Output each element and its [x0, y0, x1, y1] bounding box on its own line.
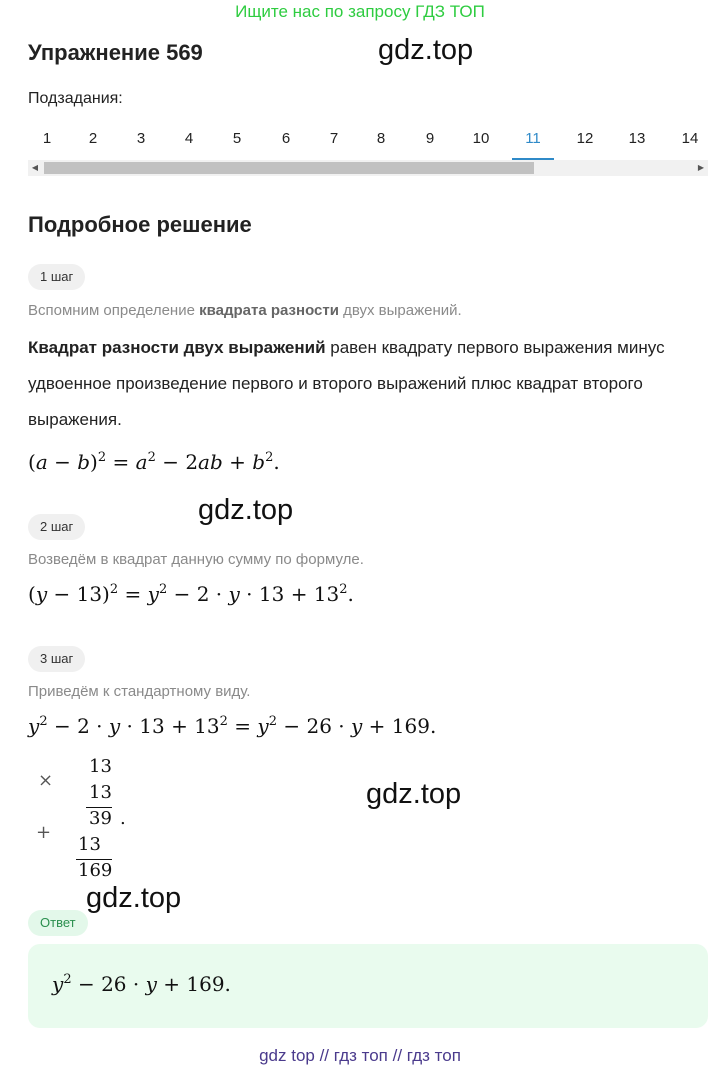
times-sign: × [38, 770, 54, 791]
definition-text: Квадрат разности двух выражений равен квадрату первого выражения минус удвоенное произведение первого и второго выражений плюс квадрат второго выражения. [28, 338, 665, 429]
tabs-scrollbar[interactable] [28, 160, 708, 176]
step-badge: 3 шаг [28, 646, 85, 672]
subtask-tab-1[interactable]: 1 [42, 130, 52, 147]
watermark: gdz.top [86, 882, 182, 914]
watermark: gdz.top [366, 778, 462, 810]
step-hint: Возведём в квадрат данную сумму по формуле. [28, 551, 364, 568]
answer-badge: Ответ [28, 910, 88, 936]
step-badge: 1 шаг [28, 264, 85, 290]
subtask-tab-10[interactable]: 10 [472, 130, 490, 147]
subtask-tab-4[interactable]: 4 [184, 130, 194, 147]
formula-standard-form: $y^2 - 2 \cdot y \cdot 13 + 13^2 = y^2 - 26 \cdot y + 169$. [28, 714, 437, 738]
scroll-left-icon[interactable]: ◀ [31, 163, 39, 172]
exercise-title: Упражнение 569 [28, 40, 203, 65]
scroll-thumb[interactable] [44, 162, 534, 174]
subtask-tab-13[interactable]: 13 [628, 130, 646, 147]
subtask-tab-7[interactable]: 7 [329, 130, 339, 147]
subtasks-label: Подзадания: [28, 90, 123, 107]
answer-formula: $y^2 - 26 \cdot y + 169$. [52, 972, 231, 996]
calc-row: 169 [78, 860, 113, 881]
column-multiplication [28, 752, 228, 882]
section-title: Подробное решение [28, 212, 252, 237]
formula-expansion: $(y - 13)^2 = y^2 - 2 \cdot y \cdot 13 + 13^2$. [28, 582, 354, 606]
subtask-tab-11[interactable]: 11 [512, 124, 554, 160]
subtask-tab-6[interactable]: 6 [281, 130, 291, 147]
subtask-tab-8[interactable]: 8 [376, 130, 386, 147]
calc-row: 13 [89, 782, 112, 803]
subtask-tab-2[interactable]: 2 [88, 130, 98, 147]
watermark: gdz.top [198, 494, 294, 526]
calc-row: 13 [78, 834, 101, 855]
calc-row: 13 [89, 756, 112, 777]
top-banner: Ищите нас по запросу ГДЗ ТОП [235, 2, 485, 21]
subtask-tab-5[interactable]: 5 [232, 130, 242, 147]
watermark: gdz.top [378, 34, 474, 66]
subtask-tab-3[interactable]: 3 [136, 130, 146, 147]
subtask-tab-9[interactable]: 9 [425, 130, 435, 147]
plus-sign: + [36, 822, 52, 843]
calc-row: 39 [89, 808, 112, 829]
calc-dot: . [120, 808, 126, 829]
subtask-tabs [28, 124, 720, 160]
step-hint: Приведём к стандартному виду. [28, 683, 251, 700]
answer-box [28, 944, 708, 1028]
step-badge: 2 шаг [28, 514, 85, 540]
step-hint: Вспомним определение квадрата разности двух выражений. [28, 302, 462, 319]
scroll-right-icon[interactable]: ▶ [697, 163, 705, 172]
subtask-tab-12[interactable]: 12 [576, 130, 594, 147]
subtask-tab-14[interactable]: 14 [681, 130, 699, 147]
footer-links[interactable]: gdz top // гдз топ // гдз топ [259, 1046, 461, 1065]
formula-square-difference: $(a - b)^2 = a^2 - 2ab + b^2$. [28, 450, 280, 474]
